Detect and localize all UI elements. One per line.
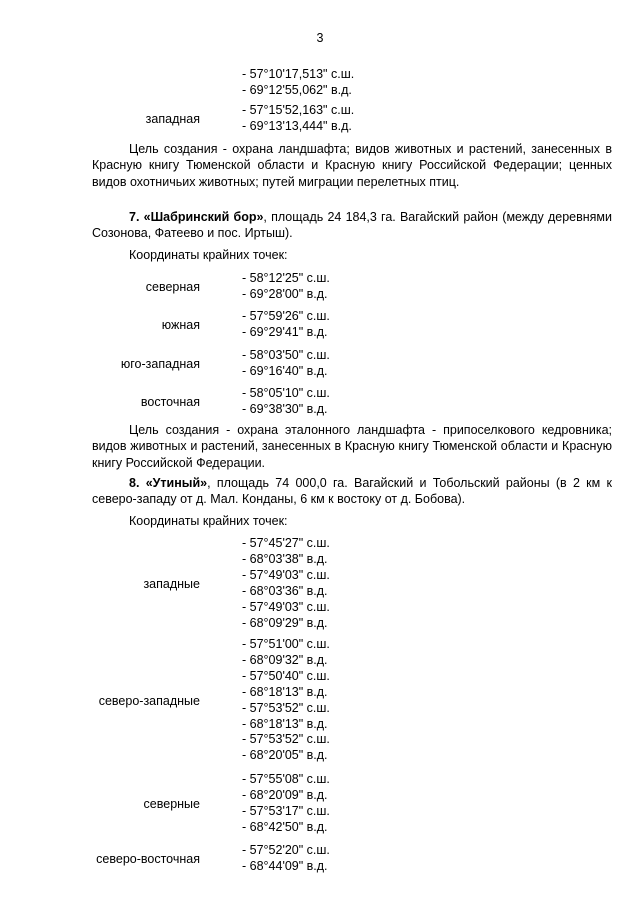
coordinate-value: - 68°20'09" в.д. <box>242 787 328 802</box>
coordinate-lines <box>242 772 330 836</box>
coord-block <box>100 347 370 380</box>
coordinate-value: - 68°20'05" в.д. <box>242 748 328 763</box>
coordinate-value: - 57°59'26" с.ш. <box>242 309 330 323</box>
coordinate-value: - 68°03'36" в.д. <box>242 583 328 598</box>
coordinate-value: - 69°16'40" в.д. <box>242 364 328 379</box>
coordinate-lines <box>242 843 330 875</box>
coord-block <box>96 843 370 875</box>
coordinate-point-label: южная <box>161 317 200 332</box>
coord-block <box>100 772 370 836</box>
coordinate-point-label: северная <box>145 279 200 294</box>
coordinate-value: - 57°10'17,513" с.ш. <box>242 67 355 81</box>
paragraph-purpose: Цель создания - охрана ландшафта; видов животных и растений, занесенных в Красную книгу Тюменской области и Красную книгу Российской Федерации; ценных видов охотничьих животных; путей миграции перелетных птиц. <box>92 142 612 189</box>
coordinate-value: - 57°49'03" с.ш. <box>242 599 330 614</box>
coordinate-lines <box>242 536 330 631</box>
coordinate-value: - 57°52'20" с.ш. <box>242 843 330 857</box>
coordinate-value: - 68°44'09" в.д. <box>242 858 328 873</box>
item-8-heading <box>92 475 612 508</box>
coordinate-value: - 57°45'27" с.ш. <box>242 536 330 550</box>
coordinate-lines <box>242 385 330 418</box>
coordinate-value: - 57°15'52,163" с.ш. <box>242 103 355 117</box>
reserve-name: «Утиный» <box>145 476 208 490</box>
coordinate-value: - 57°53'52" с.ш. <box>242 732 330 747</box>
coordinate-value: - 68°18'13" в.д. <box>242 716 328 731</box>
coordinate-point-label: юго-западная <box>120 356 200 371</box>
coordinate-lines <box>242 637 330 764</box>
coordinate-point-label: западные <box>143 577 200 591</box>
coordinate-value: - 57°53'17" с.ш. <box>242 803 330 818</box>
page-number: 3 <box>316 31 324 45</box>
coord-block <box>100 385 370 418</box>
coordinate-value: - 68°09'29" в.д. <box>242 615 328 630</box>
coordinate-value: - 58°12'25" с.ш. <box>242 271 330 285</box>
item-description: , площадь 24 184,3 га. Вагайский район (между деревнями Созонова, Фатеево и пос. Иртыш). <box>92 210 612 241</box>
item-number: 7. <box>129 210 140 224</box>
coordinate-value: - 68°18'13" в.д. <box>242 684 328 699</box>
coord-block <box>100 637 370 765</box>
coordinate-lines <box>242 66 354 99</box>
coordinate-point-label: западная <box>145 111 200 126</box>
coordinate-lines <box>242 308 330 341</box>
coordinate-point-label: восточная <box>140 394 200 409</box>
reserve-name: «Шабринский бор» <box>143 210 264 224</box>
coord-block <box>100 66 370 99</box>
item-number: 8. <box>129 476 140 490</box>
coord-block <box>100 102 370 135</box>
item-7-heading <box>92 209 612 242</box>
coord-block <box>100 270 370 303</box>
coord-block <box>100 536 370 632</box>
coordinate-point-label: северо-восточная <box>96 852 200 866</box>
coordinate-value: - 69°12'55,062" в.д. <box>242 83 352 98</box>
coordinate-value: - 57°50'40" с.ш. <box>242 668 330 683</box>
coordinate-lines <box>242 347 330 380</box>
coordinate-lines <box>242 270 330 303</box>
coordinate-value: - 68°42'50" в.д. <box>242 819 328 834</box>
paragraph-purpose: Цель создания - охрана эталонного ландшафта - припоселкового кедровника; видов животных и растений, занесенных в Красную книгу Тюменской области и Красную книгу Российской Федерации. <box>92 423 612 470</box>
coordinate-point-label: северные <box>143 797 200 811</box>
coordinate-point-label: северо-западные <box>98 694 200 708</box>
coordinates-caption: Координаты крайних точек: <box>129 514 288 528</box>
coordinate-value: - 57°55'08" с.ш. <box>242 772 330 786</box>
coordinate-value: - 57°49'03" с.ш. <box>242 567 330 582</box>
coordinate-value: - 69°28'00" в.д. <box>242 287 328 302</box>
coordinate-value: - 68°09'32" в.д. <box>242 652 328 667</box>
coordinate-value: - 68°03'38" в.д. <box>242 551 328 566</box>
coordinate-value: - 69°13'13,444" в.д. <box>242 119 352 134</box>
coordinate-value: - 58°05'10" с.ш. <box>242 386 330 400</box>
item-description: , площадь 74 000,0 га. Вагайский и Тобольский районы (в 2 км к северо-западу от д. Мал. Конданы, 6 км к востоку от д. Бобова). <box>92 476 612 507</box>
coordinate-value: - 57°51'00" с.ш. <box>242 637 330 651</box>
coordinates-caption: Координаты крайних точек: <box>129 248 288 262</box>
coordinate-lines <box>242 102 354 135</box>
coordinate-value: - 69°38'30" в.д. <box>242 402 328 417</box>
coordinate-value: - 58°03'50" с.ш. <box>242 348 330 362</box>
coordinate-value: - 69°29'41" в.д. <box>242 325 328 340</box>
coordinate-value: - 57°53'52" с.ш. <box>242 700 330 715</box>
coord-block <box>100 308 370 341</box>
